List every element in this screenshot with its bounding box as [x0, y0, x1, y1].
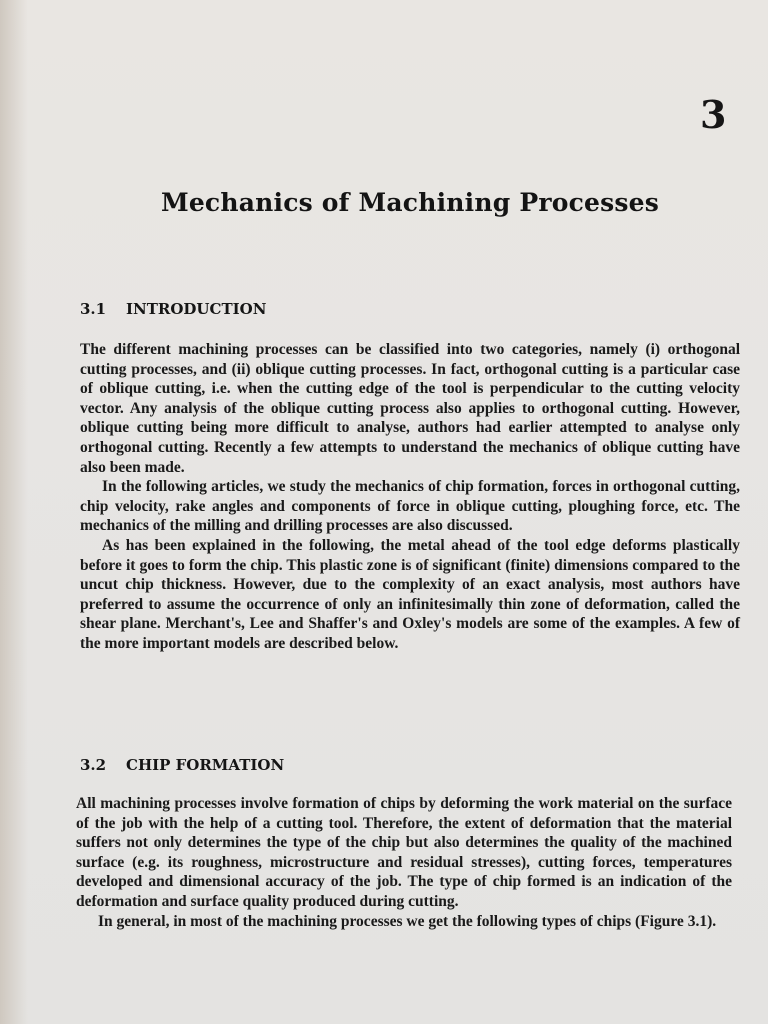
paragraph: The different machining processes can be classified into two categories, namely (i) orthogonal cutting processes, and (ii) oblique cutting processes. In fact, orthogonal cutting is a particular case of oblique cutting, i.e. when the cutting edge of the tool is perpendicular to the cutting velocity vector. Any analysis of the oblique cutting process also applies to orthogonal cutting. However, oblique cutting being more difficult to analyse, authors had earlier attempted to analyse only orthogonal cutting. Recently a few attempts to understand the mechanics of oblique cutting have also been made. [80, 341, 740, 476]
section-title: INTRODUCTION [126, 300, 267, 318]
section-number: 3.1 [80, 300, 107, 318]
paragraph: In the following articles, we study the mechanics of chip formation, forces in orthogonal cutting, chip velocity, rake angles and components of force in oblique cutting, ploughing force, etc. The mechanics of the milling and drilling processes are also discussed. [80, 478, 740, 535]
introduction-body [80, 340, 740, 654]
chip-formation-body [76, 794, 732, 931]
paragraph: As has been explained in the following, the metal ahead of the tool edge deforms plastically before it goes to form the chip. This plastic zone is of significant (finite) dimensions compared to the uncut chip thickness. However, due to the complexity of an exact analysis, most authors have preferred to assume the occurrence of only an infinitesimally thin zone of deformation, called the shear plane. Merchant's, Lee and Shaffer's and Oxley's models are some of the examples. A few of the more important models are described below. [80, 536, 740, 652]
page-gutter-shadow [0, 0, 28, 1024]
section-title: CHIP FORMATION [126, 756, 285, 774]
section-number: 3.2 [80, 756, 107, 774]
chapter-number: 3 [700, 92, 727, 137]
chapter-title: Mechanics of Machining Processes [160, 188, 660, 217]
section-heading-chip-formation [80, 756, 284, 774]
paragraph: All machining processes involve formation of chips by deforming the work material on the surface of the job with the help of a cutting tool. Therefore, the extent of deformation that the material suffers not only determines the type of the chip but also determines the quality of the machined surface (e.g. its roughness, microstructure and residual stresses), cutting forces, temperatures developed and dimensional accuracy of the job. The type of chip formed is an indication of the deformation and surface quality produced during cutting. [76, 795, 732, 910]
section-heading-introduction [80, 300, 266, 318]
paragraph: In general, in most of the machining processes we get the following types of chips (Figure 3.1). [98, 912, 717, 930]
